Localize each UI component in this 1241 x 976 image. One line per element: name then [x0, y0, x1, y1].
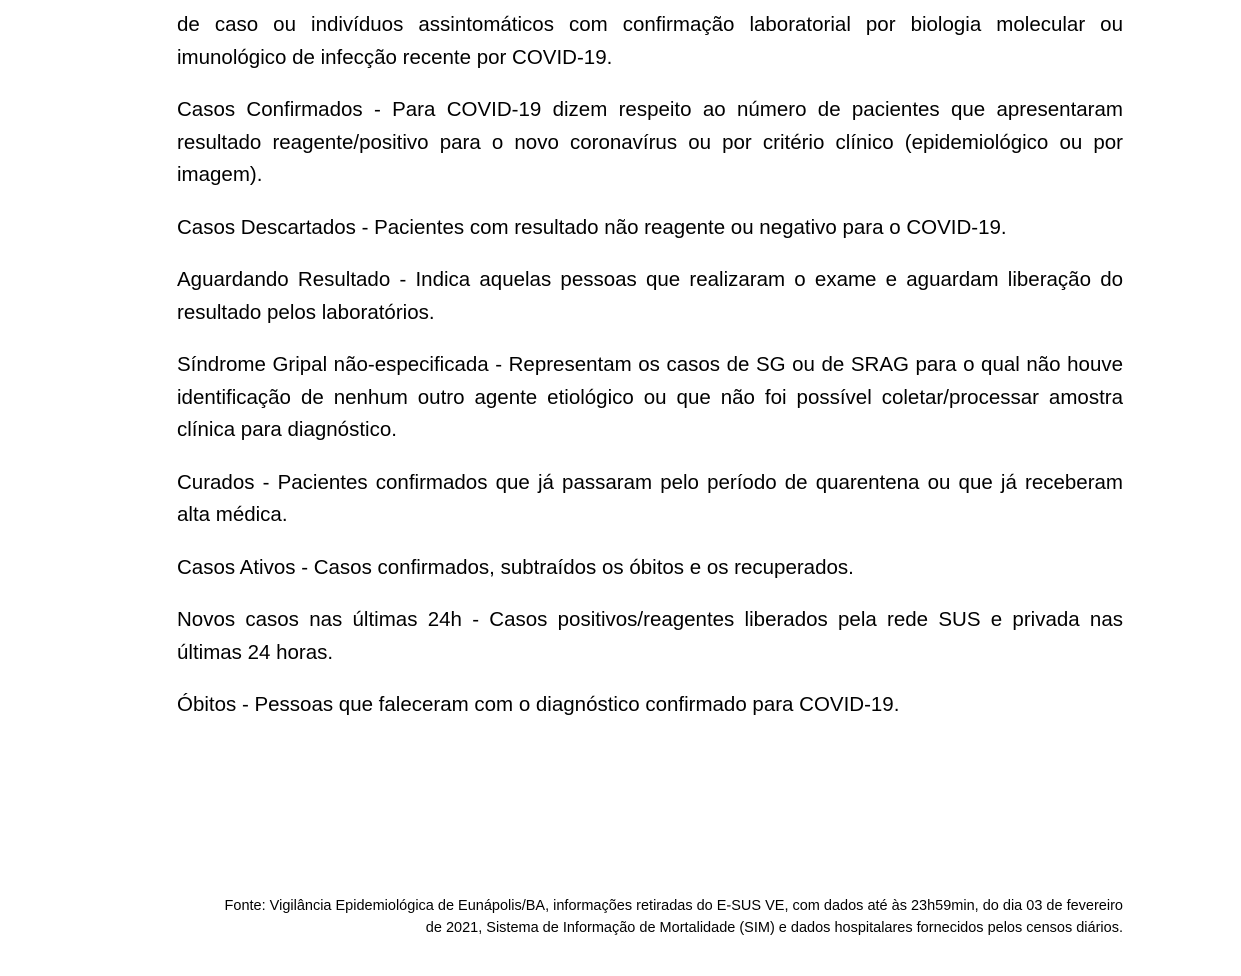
definition-casos-descartados: Casos Descartados - Pacientes com resultado não reagente ou negativo para o COVID-19. [177, 215, 1007, 239]
definition-sindrome-gripal: Síndrome Gripal não-especificada - Representam os casos de SG ou de SRAG para o qual não houve identificação de nenhum outro agente etiológico ou que não foi possível coletar/processar amostra clínica para diagnóstico. [177, 353, 1123, 441]
definition-novos-casos: Novos casos nas últimas 24h - Casos positivos/reagentes liberados pela rede SUS e privada nas últimas 24 horas. [177, 608, 1123, 664]
definition-curados: Curados - Pacientes confirmados que já passaram pelo período de quarentena ou que já receberam alta médica. [177, 470, 1123, 526]
source-footnote-line-2: de 2021, Sistema de Informação de Mortalidade (SIM) e dados hospitalares fornecidos pelos censos diários. [425, 919, 1123, 936]
paragraph-continuation: de caso ou indivíduos assintomáticos com confirmação laboratorial por biologia molecular ou imunológico de infecção recente por COVID-19. [177, 13, 1123, 69]
source-footnote-line-1: Fonte: Vigilância Epidemiológica de Eunápolis/BA, informações retiradas do E-SUS VE, com dados até às 23h59min, do dia 03 de fevereiro [224, 898, 1123, 914]
definition-aguardando-resultado: Aguardando Resultado - Indica aquelas pessoas que realizaram o exame e aguardam liberação do resultado pelos laboratórios. [177, 268, 1123, 324]
source-footnote [163, 896, 1123, 939]
document-body [177, 9, 1123, 742]
definition-casos-confirmados: Casos Confirmados - Para COVID-19 dizem respeito ao número de pacientes que apresentaram resultado reagente/positivo para o novo coronavírus ou por critério clínico (epidemiológico ou por imagem). [177, 98, 1123, 186]
definition-obitos: Óbitos - Pessoas que faleceram com o diagnóstico confirmado para COVID-19. [177, 693, 900, 716]
definition-casos-ativos: Casos Ativos - Casos confirmados, subtraídos os óbitos e os recuperados. [177, 555, 854, 579]
